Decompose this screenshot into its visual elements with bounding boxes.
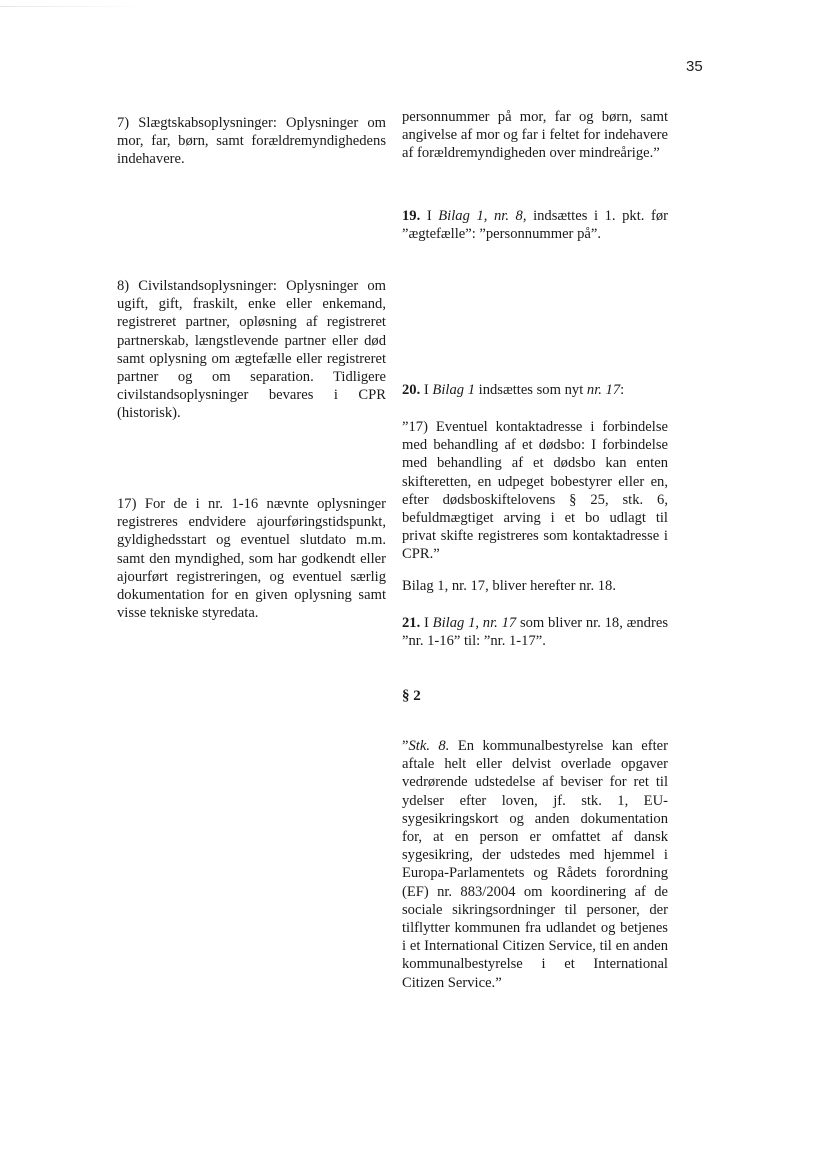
continued-paragraph: personnummer på mor, far og børn, samt angivelse af mor og far i feltet for indehavere af forældremyndigheden over mindreårige.” — [402, 109, 668, 162]
renumbering-note: Bilag 1, nr. 17, bliver herefter nr. 18. — [402, 578, 616, 594]
amendment-number: 20. — [402, 382, 421, 398]
item-8-civil-status-info: 8) Civilstandsoplysninger: Oplysninger om ugift, gift, fraskilt, enke eller enkemand, registreret partner, opløsning af registreret partnerskab, længstlevende partner eller død samt oplysning om ægtefælle eller registreret partner og om separation. Tidligere civilstandsoplysninger bevares i CPR (historisk). — [117, 278, 386, 422]
item-17-registration-metadata: 17) For de i nr. 1-16 nævnte oplysninger registreres endvidere ajourføringstidspunkt, gyldighedsstart og eventuel slutdato m.m. samt den myndighed, som har godkendt eller ajourført registreringen, og eventuel særlig dokumentation for en given oplysning samt visse tekniske styredata. — [117, 496, 386, 622]
stk-label: Stk. 8. — [408, 738, 450, 754]
annex-reference: Bilag 1, nr. 17 — [432, 615, 517, 631]
section-heading: § 2 — [402, 688, 421, 704]
item-7-kinship-info: 7) Slægtskabsoplysninger: Oplysninger om mor, far, børn, samt forældremyndighedens indehavere. — [117, 115, 386, 168]
annex-reference: Bilag 1, nr. 8, — [438, 208, 527, 224]
scan-edge-mark — [0, 6, 150, 7]
amendment-number: 19. — [402, 208, 421, 224]
amendment-19: 19. I Bilag 1, nr. 8, indsættes i 1. pkt. før ”ægtefælle”: ”personnummer på”. — [402, 208, 668, 243]
amendment-number: 21. — [402, 615, 421, 631]
page-number: 35 — [686, 58, 703, 75]
new-item-17-text: ”17) Eventuel kontaktadresse i forbindelse med behandling af et dødsbo: I forbindelse med behandling af et dødsbo kan enten skifteretten, en udpeget bobestyrer eller en, efter dødsboskiftelovens § 25, stk. 6, befuldmægtiget arving i et bo udlagt til privat skifte registreres som kontaktadresse i CPR.” — [402, 419, 668, 563]
annex-reference: Bilag 1 — [432, 382, 475, 398]
stk-8-paragraph: ”Stk. 8. En kommunalbestyrelse kan efter aftale helt eller delvist overlade opgaver vedrørende udstedelse af beviser for ret til ydelser efter loven, jf. stk. 1, EU-sygesikringskort og anden dokumentation for, at en person er omfattet af dansk sygesikring, der udstedes med hjemmel i Europa-Parlamentets og Rådets forordning (EF) nr. 883/2004 om koordinering af de sociale sikringsordninger til personer, der tilflytter kommunen fra udlandet og betjenes i et International Citizen Service, til en anden kommunalbestyrelse i et International Citizen Service.” — [402, 738, 668, 991]
item-reference: nr. 17 — [586, 382, 621, 398]
amendment-20: 20. I Bilag 1 indsættes som nyt nr. 17: — [402, 382, 625, 398]
amendment-21: 21. I Bilag 1, nr. 17 som bliver nr. 18, ændres ”nr. 1-16” til: ”nr. 1-17”. — [402, 615, 669, 650]
